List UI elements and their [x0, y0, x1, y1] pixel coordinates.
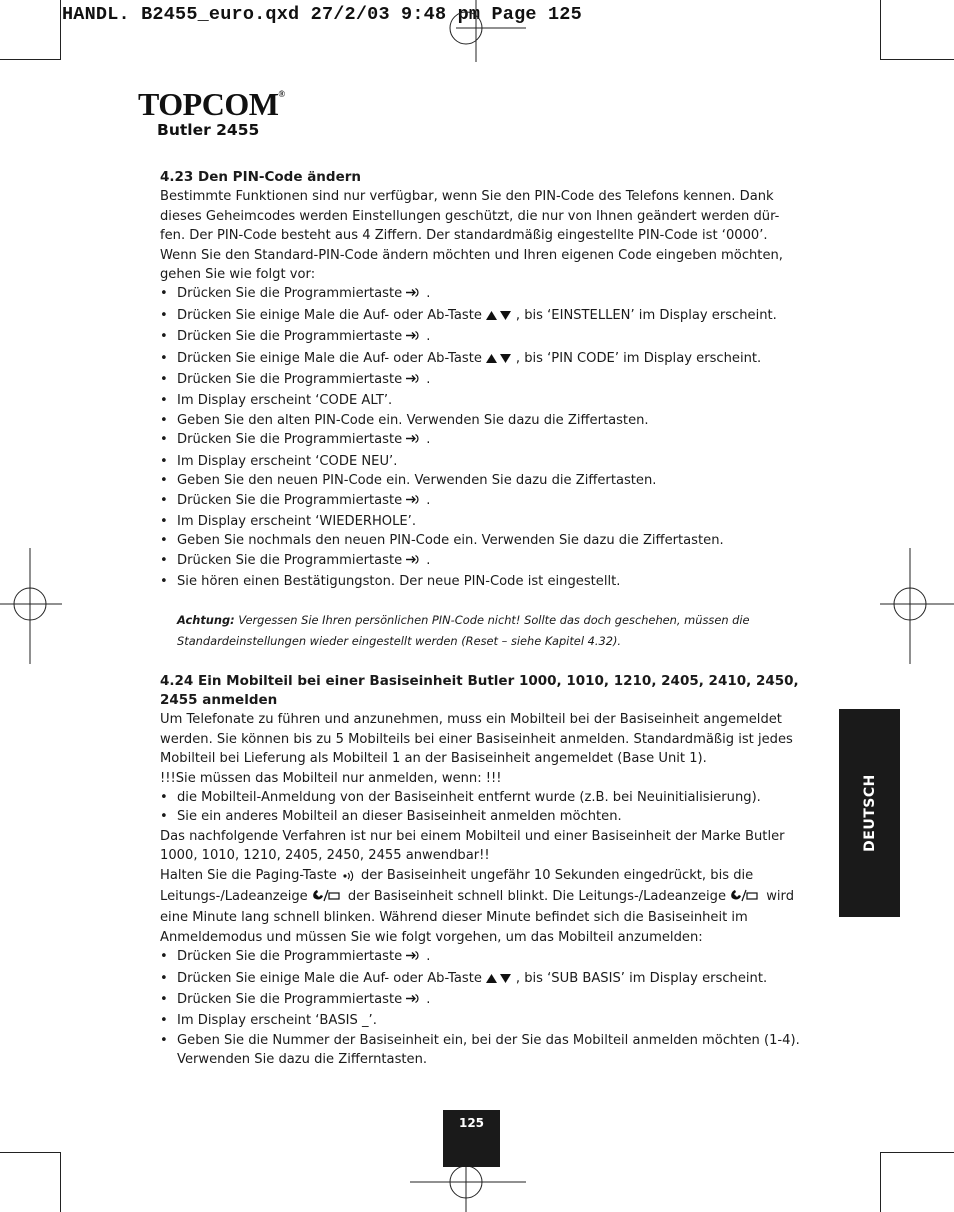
list-item: • Drücken Sie die Programmiertaste . — [160, 327, 800, 348]
list-item: • Drücken Sie die Programmiertaste . — [160, 430, 800, 451]
list-item: • Drücken Sie die Programmiertaste . — [160, 990, 800, 1011]
list-item: • Drücken Sie einige Male die Auf- oder Ab-Taste , bis ‘PIN CODE’ im Display erscheint. — [160, 349, 800, 370]
program-key-icon — [405, 329, 423, 348]
list-item: • Drücken Sie einige Male die Auf- oder Ab-Taste , bis ‘EINSTELLEN’ im Display erscheint. — [160, 306, 800, 327]
list-item: • Im Display erscheint ‘CODE ALT’. — [160, 391, 800, 410]
program-key-icon — [405, 992, 423, 1011]
model-name: Butler 2455 — [157, 121, 260, 139]
paragraph: Halten Sie die Paging-Taste der Basiseinheit ungefähr 10 Sekunden eingedrückt, bis die Leitungs-/Ladeanzeige der Basiseinheit schnell blinkt. Die Leitungs-/Ladeanzeige wird eine Minute lang schnell blinken. Während dieser Minute befindet sich die Basiseinheit im Anmeldemodus und müssen Sie wie folgt vorgehen, um das Mobilteil anzumelden: — [160, 867, 795, 945]
registration-mark-top — [410, 0, 530, 62]
line-charge-indicator-icon — [729, 889, 759, 908]
main-content — [160, 168, 800, 1070]
section-intro: Bestimmte Funktionen sind nur verfügbar, wenn Sie den PIN-Code des Telefons kennen. Dank dieses Geheimcodes werden Einstellungen geschützt, die nur von Ihnen geändert werden dür-fen. Der PIN-Code besteht aus 4 Ziffern. Der standardmäßig eingestellte PIN-Code ist ‘0000’. Wenn Sie den Standard-PIN-Code ändern möchten und Ihren eigenen Code eingeben möchten, gehen Sie wie folgt vor: — [160, 189, 783, 283]
list-item: • Sie ein anderes Mobilteil an dieser Basiseinheit anmelden möchten. — [160, 807, 800, 826]
warning-note: Achtung: Vergessen Sie Ihren persönlichen PIN-Code nicht! Sollte das doch geschehen, müssen die Standardeinstellungen wieder eingestellt werden (Reset – siehe Kapitel 4.32). — [177, 612, 750, 648]
language-tab: DEUTSCH — [839, 709, 900, 917]
list-item: • Geben Sie nochmals den neuen PIN-Code ein. Verwenden Sie dazu die Ziffertasten. — [160, 531, 800, 550]
brand-logo: TOPCOM® — [138, 86, 285, 122]
program-key-icon — [405, 553, 423, 572]
up-down-arrows-icon — [485, 971, 513, 990]
paging-key-icon — [340, 868, 354, 887]
section-heading-4-23: 4.23 Den PIN-Code ändern — [160, 169, 362, 185]
list-item: • die Mobilteil-Anmeldung von der Basiseinheit entfernt wurde (z.B. bei Neuinitialisierung). — [160, 788, 800, 807]
list-item: • Drücken Sie die Programmiertaste . — [160, 284, 800, 305]
paragraph: Um Telefonate zu führen und anzunehmen, muss ein Mobilteil bei der Basiseinheit angemeldet werden. Sie können bis zu 5 Mobilteils bei einer Basiseinheit anmelden. Standardmäßig ist jedes Mobilteil bei Lieferung als Mobilteil 1 an der Basiseinheit angemeldet (Base Unit 1). — [160, 712, 793, 767]
program-key-icon — [405, 372, 423, 391]
list-item: • Im Display erscheint ‘BASIS _’. — [160, 1011, 800, 1030]
program-key-icon — [405, 432, 423, 451]
paragraph: !!!Sie müssen das Mobilteil nur anmelden, wenn: !!! — [160, 770, 502, 786]
paragraph: Das nachfolgende Verfahren ist nur bei einem Mobilteil und einer Basiseinheit der Marke Butler 1000, 1010, 1210, 2405, 2450, 2455 anwendbar!! — [160, 828, 785, 864]
list-item: • Drücken Sie einige Male die Auf- oder Ab-Taste , bis ‘SUB BASIS’ im Display erscheint. — [160, 969, 800, 990]
list-item: • Geben Sie den neuen PIN-Code ein. Verwenden Sie dazu die Ziffertasten. — [160, 471, 800, 490]
print-slug: HANDL. B2455_euro.qxd 27/2/03 9:48 pm Page 125 — [62, 4, 582, 25]
list-item: • Drücken Sie die Programmiertaste . — [160, 370, 800, 391]
registration-mark-left — [0, 548, 62, 664]
page-number: 125 — [443, 1110, 500, 1167]
up-down-arrows-icon — [485, 351, 513, 370]
list-item: • Im Display erscheint ‘WIEDERHOLE’. — [160, 512, 800, 531]
list-item: • Drücken Sie die Programmiertaste . — [160, 947, 800, 968]
list-item: • Drücken Sie die Programmiertaste . — [160, 491, 800, 512]
program-key-icon — [405, 286, 423, 305]
list-item: • Geben Sie die Nummer der Basiseinheit ein, bei der Sie das Mobilteil anmelden möchten (1-4). Verwenden Sie dazu die Zifferntasten. — [160, 1031, 800, 1070]
list-item: • Im Display erscheint ‘CODE NEU’. — [160, 452, 800, 471]
list-item: • Sie hören einen Bestätigungston. Der neue PIN-Code ist eingestellt. — [160, 572, 800, 591]
up-down-arrows-icon — [485, 308, 513, 327]
registration-mark-right — [880, 548, 954, 664]
program-key-icon — [405, 493, 423, 512]
list-item: • Geben Sie den alten PIN-Code ein. Verwenden Sie dazu die Ziffertasten. — [160, 411, 800, 430]
section-heading-4-24: 4.24 Ein Mobilteil bei einer Basiseinheit Butler 1000, 1010, 1210, 2405, 2410, 2450, 2455 anmelden — [160, 672, 799, 708]
line-charge-indicator-icon — [311, 889, 341, 908]
program-key-icon — [405, 949, 423, 968]
list-item: • Drücken Sie die Programmiertaste . — [160, 551, 800, 572]
